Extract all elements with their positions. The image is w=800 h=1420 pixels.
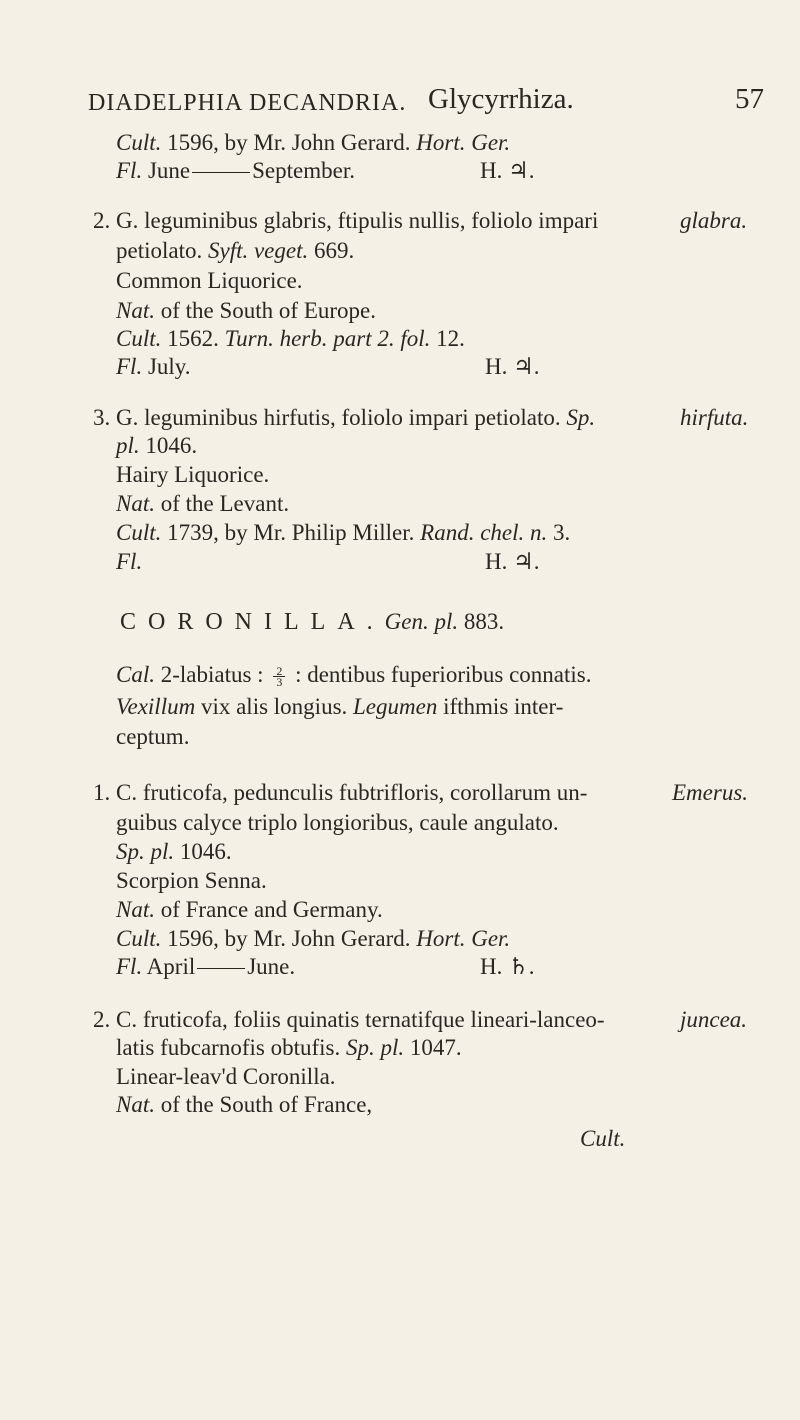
entry1-flowering-line: Fl. June September. — [116, 158, 355, 183]
entry3-species-name: hirfuta. — [680, 405, 749, 430]
entry3-ref-line: pl. 1046. — [116, 433, 198, 458]
species2-native-line: Nat. of the South of France, — [116, 1092, 373, 1117]
species2-species-name: juncea. — [680, 1007, 748, 1032]
entry3-native-line: Nat. of the Levant. — [116, 491, 290, 516]
entry3-diagnosis-line1: 3. G. leguminibus hirfutis, foliolo impari petiolato. Sp. — [93, 405, 596, 430]
species1-cult-line: Cult. 1596, by Mr. John Gerard. Hort. Ger. — [116, 926, 511, 951]
species1-native-line: Nat. of France and Germany. — [116, 897, 383, 922]
entry2-habit: H. ♃. — [485, 354, 540, 379]
entry3-flowering-line: Fl. — [116, 549, 143, 574]
genus-legumen-continuation: ceptum. — [116, 724, 190, 749]
page-number: 57 — [735, 83, 764, 115]
entry2-native-line: Nat. of the South of Europe. — [116, 298, 376, 323]
running-header-class: DIADELPHIA DECANDRIA. — [88, 90, 407, 116]
dash-rule — [197, 968, 245, 969]
species1-flowering-line: Fl. April June. — [116, 954, 296, 979]
entry2-species-name: glabra. — [680, 208, 748, 233]
species1-diagnosis-line2: guibus calyce triplo longioribus, caule angulato. — [116, 810, 559, 835]
genus-heading: CORONILLA.Gen. pl. 883. — [120, 609, 505, 635]
fraction: $\frac{2}{3}$ — [273, 666, 285, 687]
dash-rule — [192, 172, 250, 173]
entry2-flowering-line: Fl. July. — [116, 354, 191, 379]
species1-habit: H. ♄. — [480, 954, 535, 979]
genus-calyx-line: Cal. 2-labiatus : $\frac{2}{3}$ : dentibus fuperioribus connatis. — [116, 662, 592, 690]
species2-diagnosis-line2: latis fubcarnofis obtufis. Sp. pl. 1047. — [116, 1035, 462, 1060]
species2-common-name: Linear-leav'd Coronilla. — [116, 1064, 336, 1089]
entry2-common-name: Common Liquorice. — [116, 268, 303, 293]
species1-species-name: Emerus. — [672, 780, 749, 805]
entry1-cult-line: Cult. 1596, by Mr. John Gerard. Hort. Ger. — [116, 130, 511, 155]
entry2-diagnosis-line1: 2. G. leguminibus glabris, ftipulis nullis, foliolo impari — [93, 208, 599, 233]
species1-ref-line: Sp. pl. 1046. — [116, 839, 232, 864]
entry3-common-name: Hairy Liquorice. — [116, 462, 270, 487]
species1-common-name: Scorpion Senna. — [116, 868, 267, 893]
entry3-habit: H. ♃. — [485, 549, 540, 574]
species2-diagnosis-line1: 2. C. fruticofa, foliis quinatis ternatifque lineari-lanceo- — [93, 1007, 605, 1032]
species1-diagnosis-line1: 1. C. fruticofa, pedunculis fubtrifloris, corollarum un- — [93, 780, 588, 805]
entry3-cult-line: Cult. 1739, by Mr. Philip Miller. Rand. chel. n. 3. — [116, 520, 571, 545]
entry2-cult-line: Cult. 1562. Turn. herb. part 2. fol. 12. — [116, 326, 465, 351]
genus-vexillum-line: Vexillum vix alis longius. Legumen ifthmis inter- — [116, 694, 564, 719]
catchword: Cult. — [580, 1126, 626, 1151]
running-header-genus: Glycyrrhiza. — [428, 83, 574, 115]
entry1-habit: H. ♃. — [480, 158, 535, 183]
entry2-diagnosis-line2: petiolato. Syft. veget. 669. — [116, 238, 355, 263]
